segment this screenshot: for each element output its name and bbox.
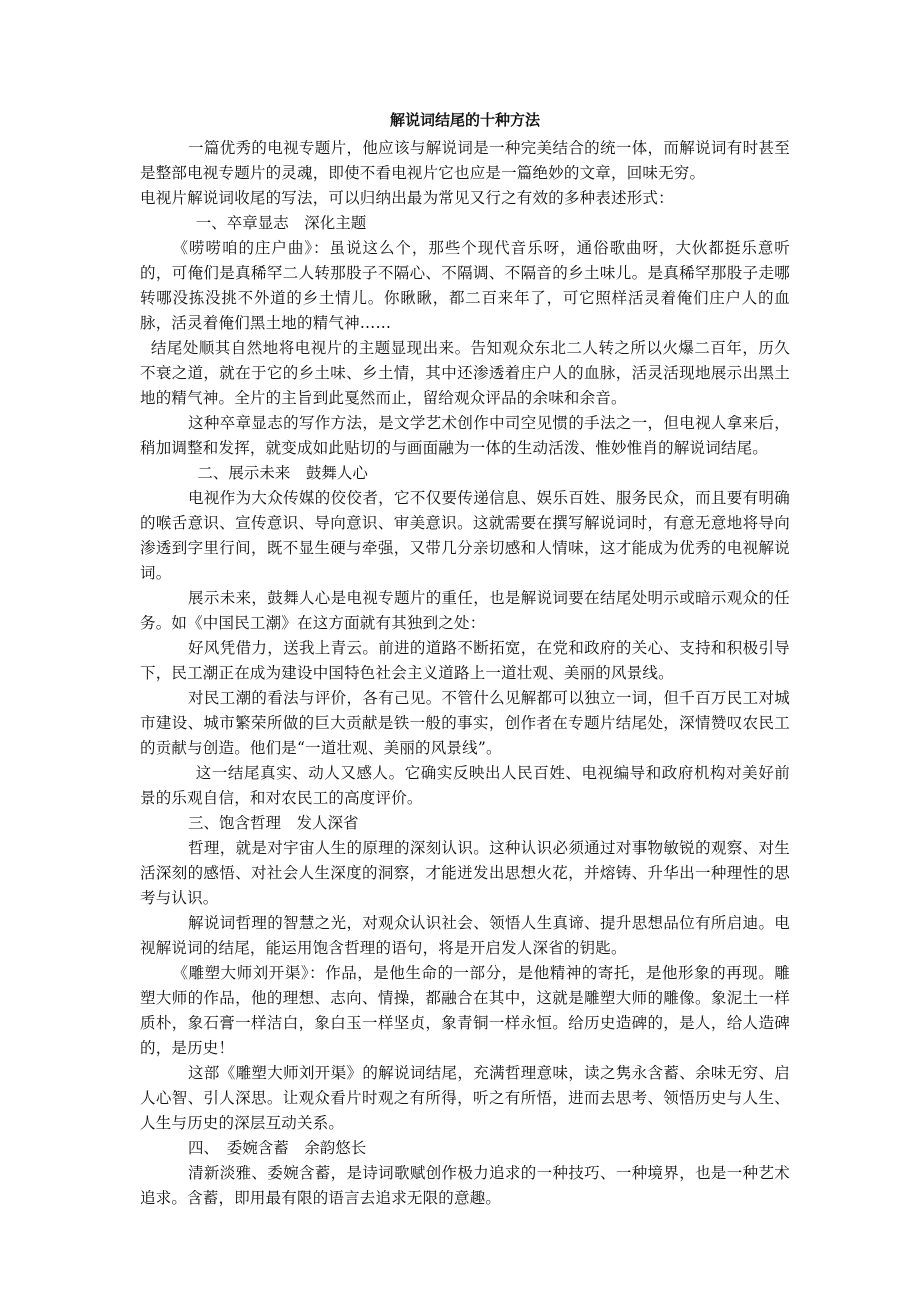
document-body	[140, 136, 790, 1211]
body-paragraph: 这种卒章显志的写作方法，是文学艺术创作中司空见惯的手法之一，但电视人拿来后，稍加调整和发挥，就变成如此贴切的与画面融为一体的生动活泼、惟妙惟肖的解说词结尾。	[140, 414, 790, 457]
document-title: 解说词结尾的十种方法	[389, 111, 540, 129]
body-paragraph: 这一结尾真实、动人又感人。它确实反映出人民百姓、电视编导和政府机构对美好前景的乐观自信，和对农民工的高度评价。	[140, 764, 790, 807]
body-paragraph: 一篇优秀的电视专题片，他应该与解说词是一种完美结合的统一体，而解说词有时甚至是整部电视专题片的灵魂，即使不看电视片它也应是一篇绝妙的文章，回味无穷。	[140, 139, 790, 182]
body-paragraph: 好风凭借力，送我上青云。前进的道路不断拓宽，在党和政府的关心、支持和积极引导下，民工潮正在成为建设中国特色社会主义道路上一道壮观、美丽的风景线。	[140, 639, 790, 682]
body-paragraph: 《唠唠咱的庄户曲》：虽说这么个，那些个现代音乐呀，通俗歌曲呀，大伙都挺乐意听的，可俺们是真稀罕二人转那股子不隔心、不隔调、不隔音的乡土味儿。是真稀罕那股子走哪转哪没拣没挑不外道的乡土情儿。你瞅瞅，都二百来年了，可它照样活灵着俺们庄户人的血脉，活灵着俺们黑土地的精气神……	[140, 239, 790, 332]
body-paragraph: 清新淡雅、委婉含蓄，是诗词歌赋创作极力追求的一种技巧、一种境界，也是一种艺术追求。含蓄，即用最有限的语言去追求无限的意趣。	[140, 1164, 790, 1207]
body-paragraph: 结尾处顺其自然地将电视片的主题显现出来。告知观众东北二人转之所以火爆二百年，历久不衰之道，就在于它的乡土味、乡土情，其中还渗透着庄户人的血脉，活灵活现地展示出黑土地的精气神。全片的主旨到此戛然而止，留给观众评品的余味和余音。	[140, 339, 790, 407]
body-paragraph: 这部《雕塑大师刘开渠》的解说词结尾，充满哲理意味，读之隽永含蓄、余味无穷、启人心智、引人深思。让观众看片时观之有所得，听之有所悟，进而去思考、领悟历史与人生、人生与历史的深层互动关系。	[140, 1064, 790, 1132]
body-paragraph: 解说词哲理的智慧之光，对观众认识社会、领悟人生真谛、提升思想品位有所启迪。电视解说词的结尾，能运用饱含哲理的语句，将是开启发人深省的钥匙。	[140, 914, 790, 957]
document-page	[140, 110, 790, 1211]
section-heading: 二、展示未来 鼓舞人心	[197, 464, 368, 482]
section-heading: 一、卒章显志 深化主题	[195, 214, 367, 232]
body-paragraph: 哲理，就是对宇宙人生的原理的深刻认识。这种认识必须通过对事物敏锐的观察、对生活深刻的感悟、对社会人生深度的洞察，才能迸发出思想火花，并熔铸、升华出一种理性的思考与认识。	[140, 839, 790, 907]
body-paragraph: 电视片解说词收尾的写法，可以归纳出最为常见又行之有效的多种表述形式：	[140, 189, 674, 207]
section-heading: 三、饱含哲理 发人深省	[188, 814, 359, 832]
body-paragraph: 《雕塑大师刘开渠》：作品，是他生命的一部分，是他精神的寄托，是他形象的再现。雕塑大师的作品，他的理想、志向、情操，都融合在其中，这就是雕塑大师的雕像。象泥土一样质朴，象石膏一样洁白，象白玉一样坚贞，象青铜一样永恒。给历史造碑的，是人，给人造碑的，是历史！	[140, 964, 790, 1057]
body-paragraph: 展示未来，鼓舞人心是电视专题片的重任，也是解说词要在结尾处明示或暗示观众的任务。如《中国民工潮》在这方面就有其独到之处：	[140, 589, 790, 632]
section-heading: 四、 委婉含蓄 余韵悠长	[188, 1139, 367, 1157]
body-paragraph: 电视作为大众传媒的佼佼者，它不仅要传递信息、娱乐百姓、服务民众，而且要有明确的喉舌意识、宣传意识、导向意识、审美意识。这就需要在撰写解说词时，有意无意地将导向渗透到字里行间，既不显生硬与牵强，又带几分亲切感和人情味，这才能成为优秀的电视解说词。	[140, 489, 790, 582]
body-paragraph: 对民工潮的看法与评价，各有己见。不管什么见解都可以独立一词，但千百万民工对城市建设、城市繁荣所做的巨大贡献是铁一般的事实，创作者在专题片结尾处，深情赞叹农民工的贡献与创造。他们是“一道壮观、美丽的风景线”。	[140, 689, 790, 757]
